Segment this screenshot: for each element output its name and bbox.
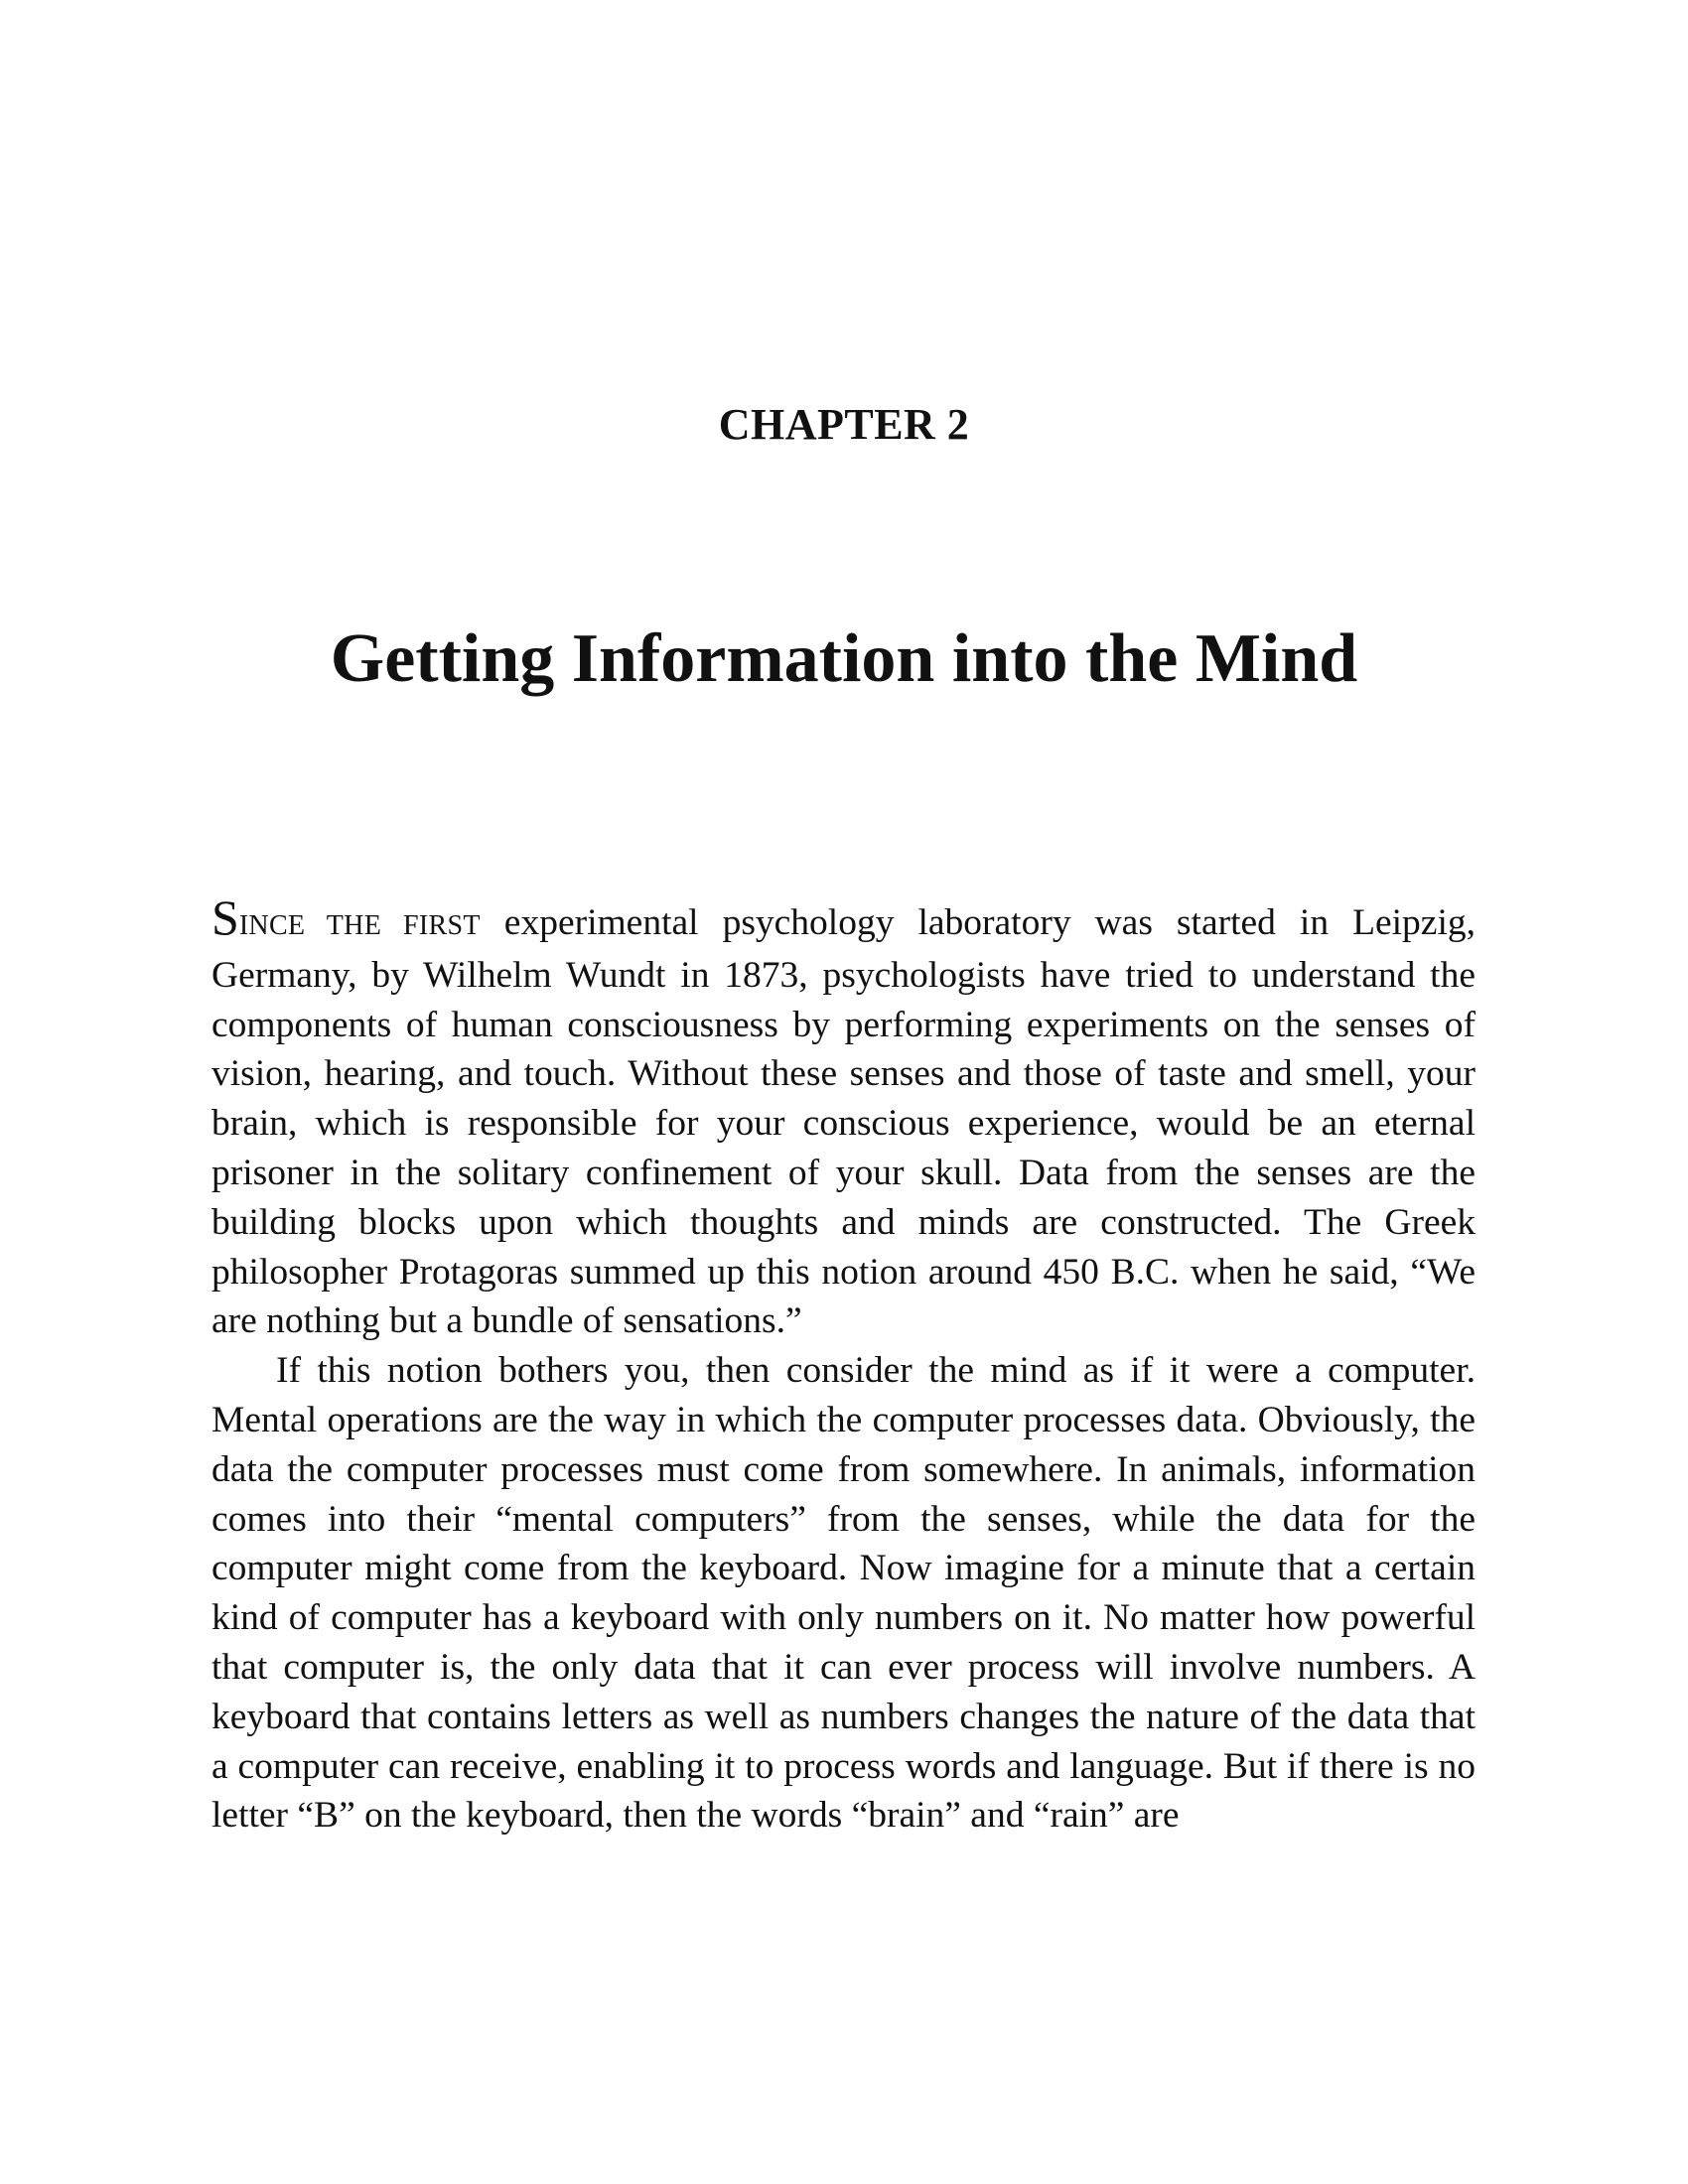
chapter-label: CHAPTER 2 [718,400,970,449]
chapter-title: Getting Information into the Mind [330,620,1358,697]
small-caps-lead: INCE THE FIRST [238,910,481,941]
opening-paragraph [211,889,1476,1346]
paragraph-2: If this notion bothers you, then consider the mind as if it were a computer. Mental operations are the way in which the computer processes data. Obviously, the data the computer processes must come from somewhere. In animals, information comes into their “mental computers” from the senses, while the data for the computer might come from the keyboard. Now imagine for a minute that a certain kind of computer has a keyboard with only numbers on it. No matter how powerful that computer is, the only data that it can ever process will involve numbers. A keyboard that contains letters as well as numbers changes the nature of the data that a computer can receive, enabling it to process words and language. But if there is no letter “B” on the keyboard, then the words “brain” and “rain” are [211,1350,1476,1837]
chapter-body [211,889,1476,1841]
opening-paragraph-text: experimental psychology laboratory was started in Leipzig, Germany, by Wilhelm Wundt in 1873, psychologists have tried to understand the components of human consciousness by performing experiments on the senses of vision, hearing, and touch. Without these senses and those of taste and smell, your brain, which is responsible for your conscious experience, would be an eternal prisoner in the solitary confinement of your skull. Data from the senses are the building blocks upon which thoughts and minds are constructed. The Greek philosopher Protagoras summed up this notion around 450 B.C. when he said, “We are nothing but a bundle of sensations.” [211,902,1476,1342]
drop-initial: S [211,889,239,945]
